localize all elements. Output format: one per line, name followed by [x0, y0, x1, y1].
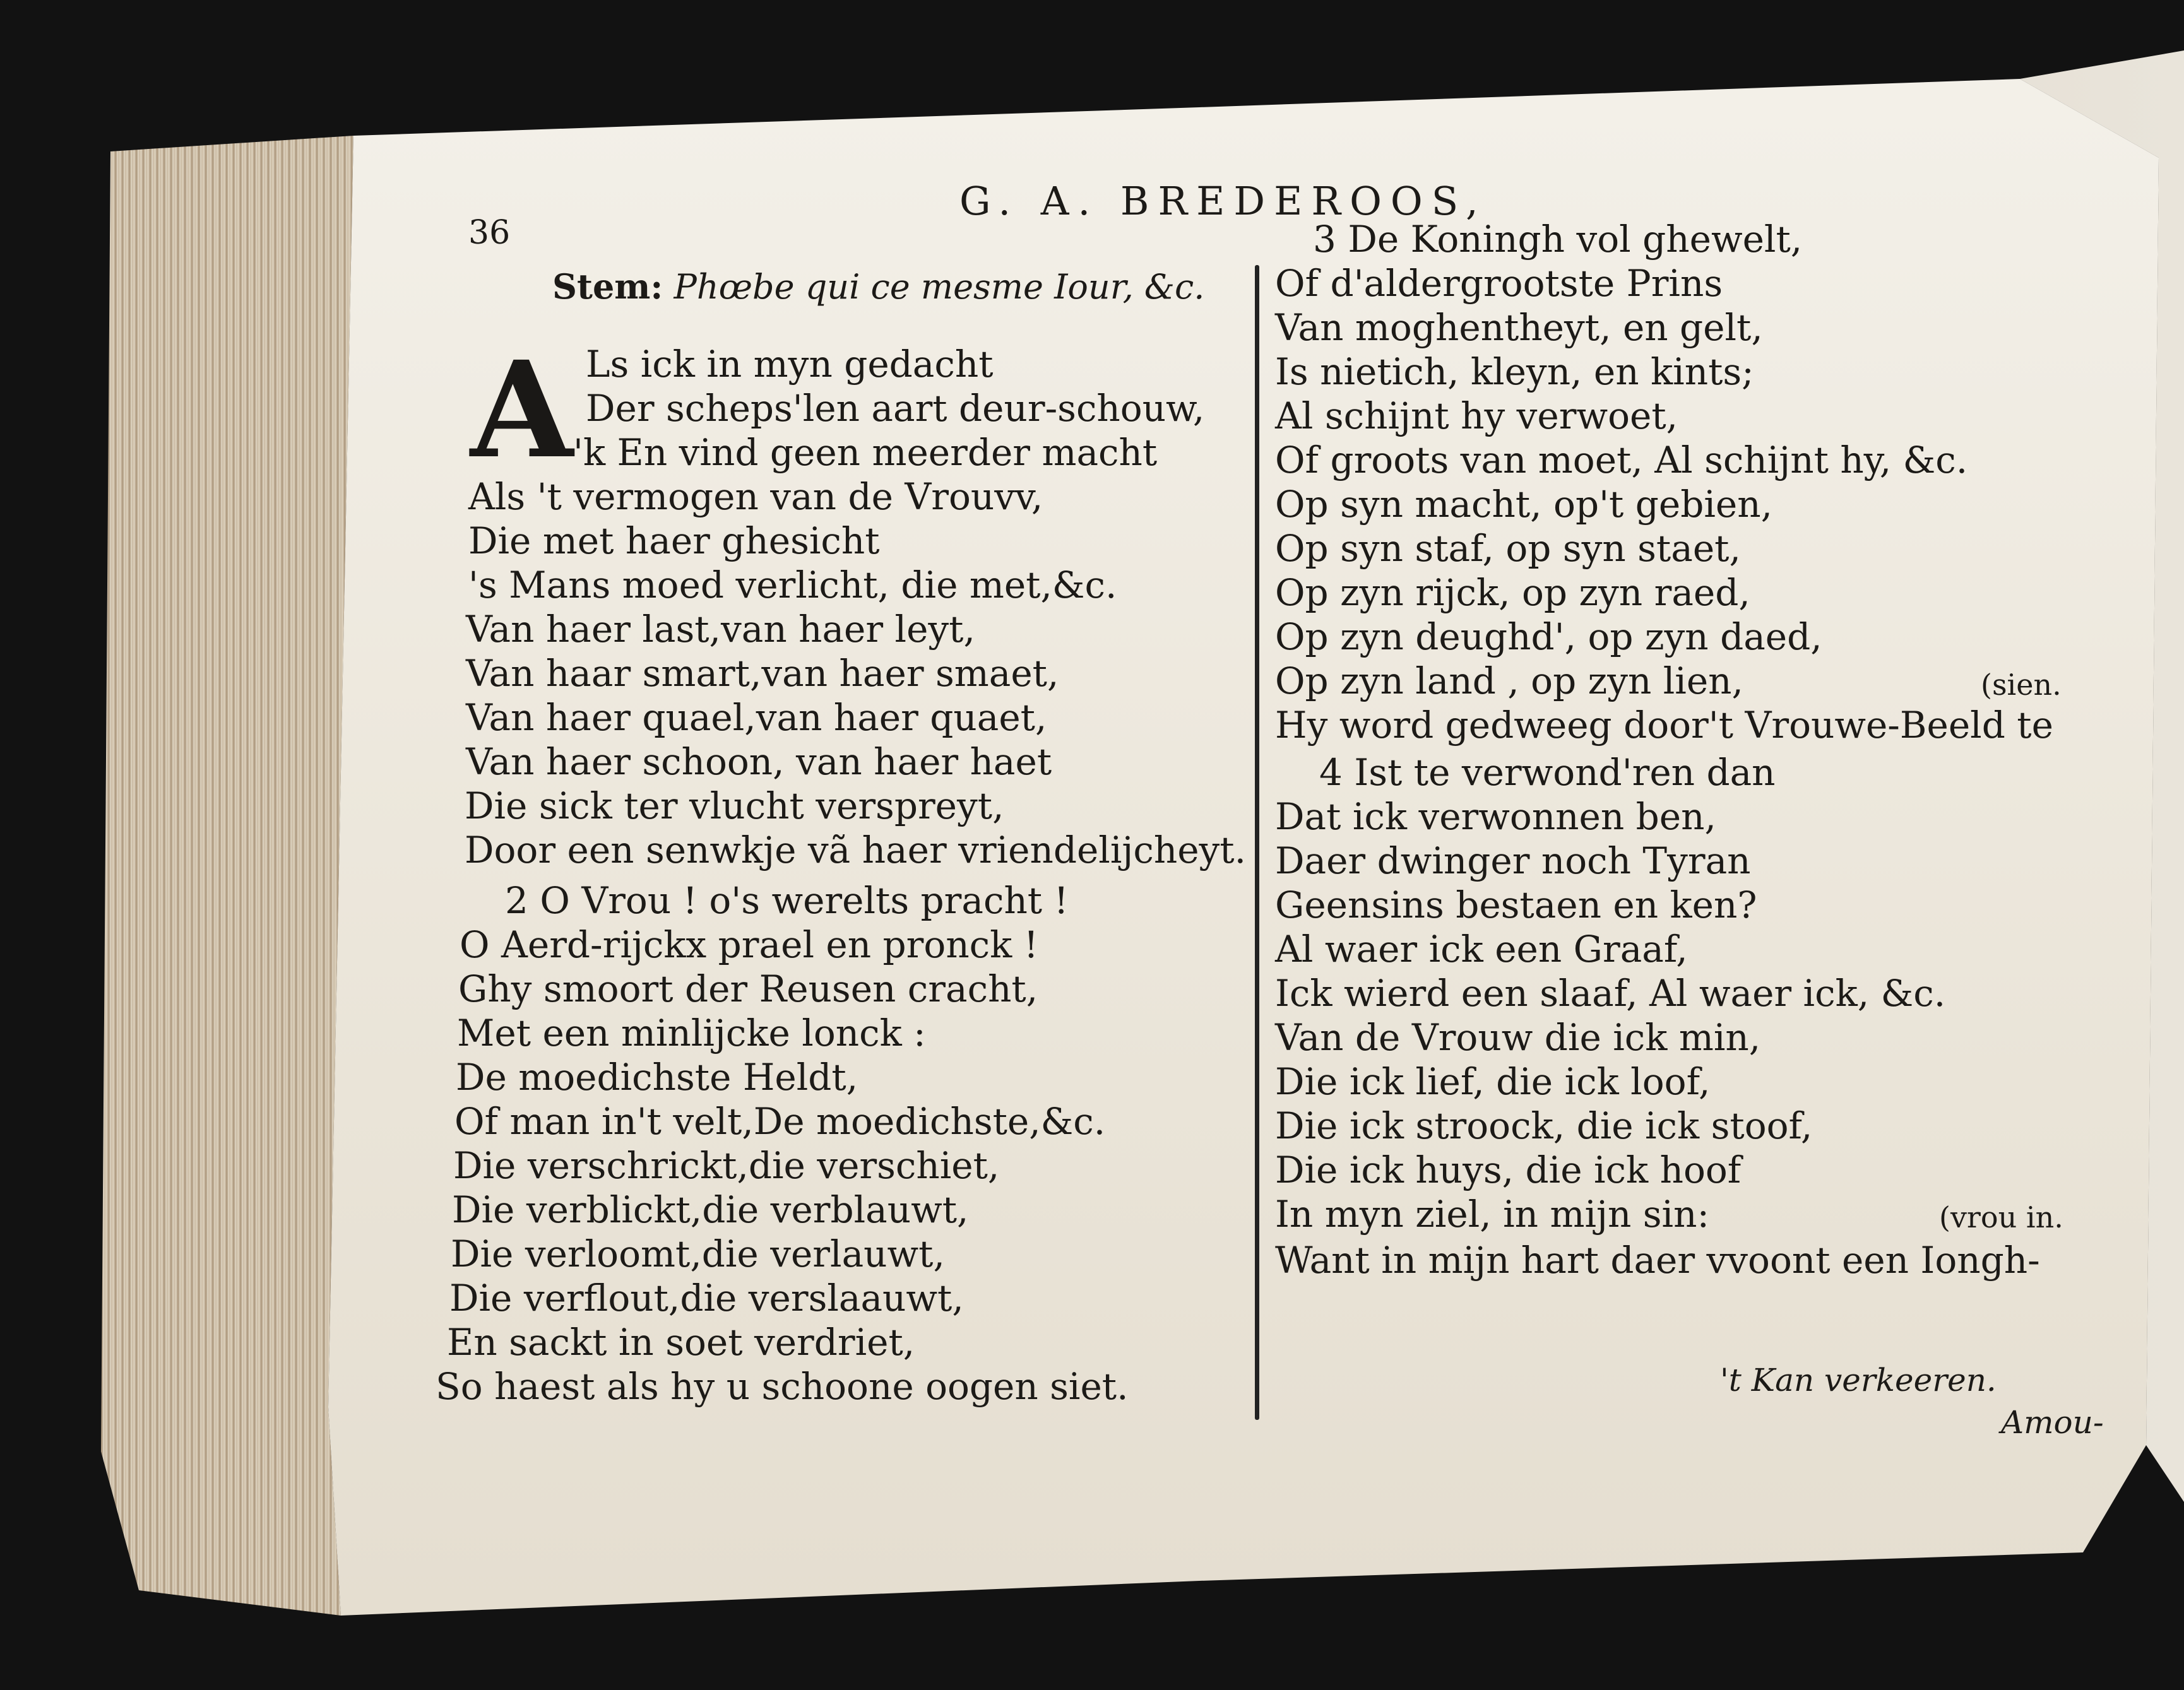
verse-line: Want in mijn hart daer vvoont een Iongh- — [1275, 1239, 2040, 1282]
verse-line: Die ick lief, die ick loof, — [1275, 1060, 1711, 1103]
verse-line: Is nietich, kleyn, en kints; — [1275, 350, 1754, 393]
running-head: G. A. BREDEROOS, — [959, 178, 1487, 224]
verse-line: Ghy smoort der Reusen cracht, — [458, 967, 1038, 1010]
verse-line: Die verblickt,die verblauwt, — [452, 1188, 969, 1231]
verse-line: Op zyn deughd', op zyn daed, — [1275, 615, 1822, 658]
drop-cap: A — [470, 332, 573, 488]
motto: 't Kan verkeeren. — [1720, 1362, 1997, 1398]
verse-line: Al waer ick een Graaf, — [1275, 928, 1688, 971]
verse-line: Op syn macht, op't gebien, — [1275, 483, 1773, 526]
verse-line: Die met haer ghesicht — [468, 519, 880, 562]
turnover-line: (sien. — [1981, 668, 2062, 702]
verse-line: Der scheps'len aart deur-schouw, — [586, 387, 1205, 430]
catchword: Amou- — [2001, 1404, 2104, 1441]
verse-line: Geensins bestaen en ken? — [1275, 883, 1757, 926]
verse-line: Die verschrickt,die verschiet, — [453, 1144, 1000, 1187]
verse-line: 3 De Koningh vol ghewelt, — [1313, 218, 1803, 261]
verse-line: Daer dwinger noch Tyran — [1275, 839, 1751, 882]
verse-line: Die ick stroock, die ick stoof, — [1275, 1104, 1813, 1147]
verse-line: Op syn staf, op syn staet, — [1275, 527, 1741, 570]
verse-line: Ls ick in myn gedacht — [586, 343, 994, 386]
stem-label: Stem: — [552, 266, 663, 307]
verse-line: 'k En vind geen meerder macht — [573, 431, 1158, 474]
verse-line: Of d'aldergrootste Prins — [1275, 262, 1723, 305]
verse-line: Van de Vrouw die ick min, — [1275, 1016, 1761, 1059]
verse-line: Of man in't velt,De moedichste,&c. — [454, 1100, 1106, 1143]
verse-line: Die ick huys, die ick hoof — [1275, 1149, 1742, 1191]
verse-line: En sackt in soet verdriet, — [447, 1321, 915, 1364]
verse-line: Door een senwkje vã haer vriendelijcheyt. — [465, 829, 1247, 872]
verse-line: In myn ziel, in mijn sin: — [1275, 1193, 1709, 1236]
verse-line: Die verloomt,die verlauwt, — [451, 1232, 945, 1275]
tune-indication — [552, 268, 1204, 305]
verse-line: Van haar smart,van haer smaet, — [466, 652, 1059, 695]
verse-line: De moedichste Heldt, — [456, 1056, 858, 1099]
stem-tune: Phœbe qui ce mesme Iour, &c. — [674, 267, 1205, 307]
verse-line: O Aerd-rijckx prael en pronck ! — [460, 923, 1039, 966]
column-rule — [1255, 265, 1259, 1420]
verse-line: Dat ick verwonnen ben, — [1275, 795, 1716, 838]
verse-line: Van haer quael,van haer quaet, — [466, 696, 1047, 739]
verse-line: Op zyn rijck, op zyn raed, — [1275, 571, 1750, 614]
verse-line: Die sick ter vlucht verspreyt, — [465, 784, 1004, 827]
verse-line: 4 Ist te verwond'ren dan — [1319, 751, 1776, 794]
verse-line: Die verflout,die verslaauwt, — [449, 1277, 964, 1320]
verse-line: Hy word gedweeg door't Vrouwe-Beeld te — [1275, 704, 2053, 747]
verse-line: Al schijnt hy verwoet, — [1275, 394, 1678, 437]
verse-line: Ick wierd een slaaf, Al waer ick, &c. — [1275, 972, 1946, 1015]
verse-line: Van haer last,van haer leyt, — [466, 608, 975, 651]
verse-line: 2 O Vrou ! o's werelts pracht ! — [505, 879, 1069, 922]
verse-line: Van haer schoon, van haer haet — [466, 740, 1052, 783]
verse-line: Van moghentheyt, en gelt, — [1275, 306, 1763, 349]
verse-line: 's Mans moed verlicht, die met,&c. — [468, 564, 1117, 606]
verse-line: So haest als hy u schoone oogen siet. — [436, 1365, 1129, 1408]
page-number: 36 — [468, 214, 511, 252]
verse-line: Of groots van moet, Al schijnt hy, &c. — [1275, 439, 1968, 482]
turnover-line: (vrou in. — [1939, 1200, 2063, 1234]
verse-line: Met een minlijcke lonck : — [457, 1012, 926, 1055]
verse-line: Als 't vermogen van de Vrouvv, — [468, 475, 1043, 518]
verse-line: Op zyn land , op zyn lien, — [1275, 659, 1743, 702]
